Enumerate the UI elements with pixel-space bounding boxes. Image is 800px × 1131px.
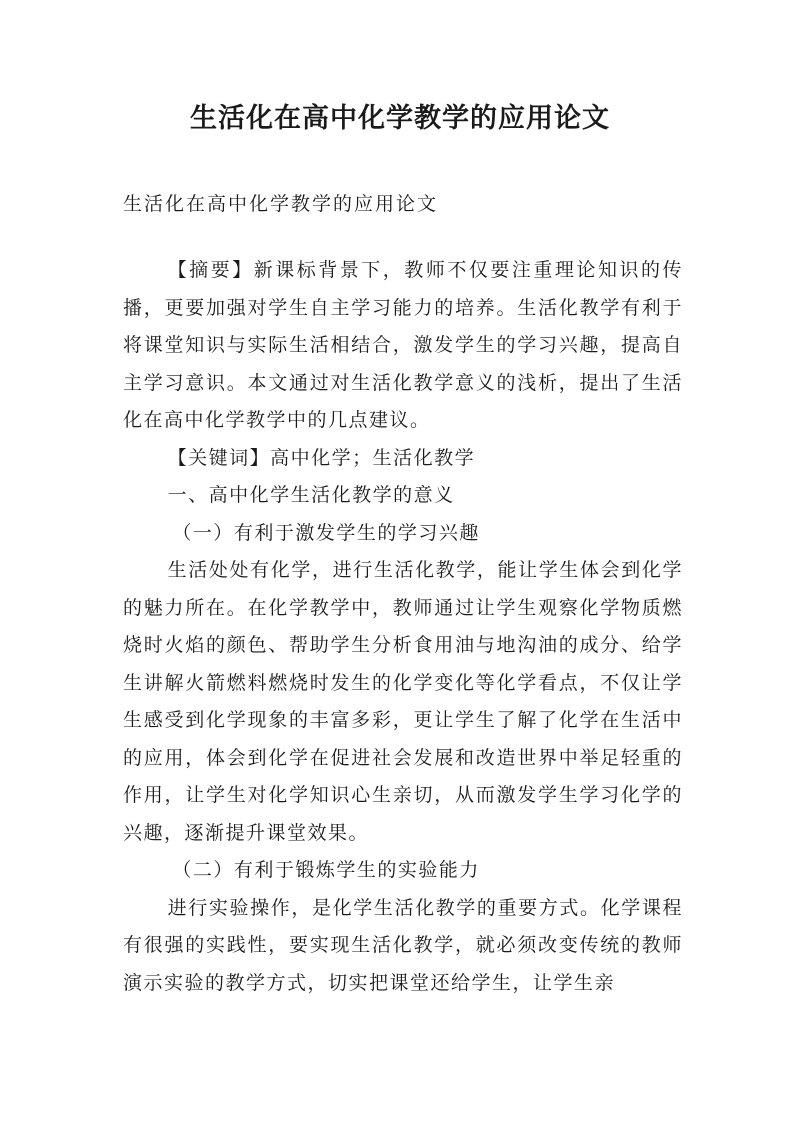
document-subtitle: 生活化在高中化学教学的应用论文	[123, 193, 439, 215]
abstract-paragraph: 【摘要】新课标背景下，教师不仅要注重理论知识的传播，更要加强对学生自主学习能力的培养。生活化教学有利于将课堂知识与实际生活相结合，激发学生的学习兴趣，提高自主学习意识。本文通过对生活化教学意义的浅析，提出了生活化在高中化学教学中的几点建议。	[123, 259, 683, 431]
document-body	[123, 252, 683, 1002]
document-title: 生活化在高中化学教学的应用论文	[190, 103, 610, 134]
body-paragraph: 生活处处有化学，进行生活化教学，能让学生体会到化学的魅力所在。在化学教学中，教师通过让学生观察化学物质燃烧时火焰的颜色、帮助学生分析食用油与地沟油的成分、给学生讲解火箭燃料燃烧时发生的化学变化等化学看点，不仅让学生感受到化学现象的丰富多彩，更让学生了解了化学在生活中的应用，体会到化学在促进社会发展和改造世界中举足轻重的作用，让学生对化学知识心生亲切，从而激发学生学习化学的兴趣，逐渐提升课堂效果。	[123, 559, 683, 844]
keywords-line: 【关键词】高中化学；生活化教学	[167, 446, 476, 469]
section-heading: 一、高中化学生活化教学的意义	[167, 484, 455, 506]
subsection-heading: （一）有利于激发学生的学习兴趣	[172, 521, 480, 544]
body-paragraph: 进行实验操作，是化学生活化教学的重要方式。化学课程有很强的实践性，要实现生活化教学，就必须改变传统的教师演示实验的教学方式，切实把课堂还给学生，让学生亲	[123, 896, 683, 994]
subsection-heading: （二）有利于锻炼学生的实验能力	[172, 859, 480, 881]
